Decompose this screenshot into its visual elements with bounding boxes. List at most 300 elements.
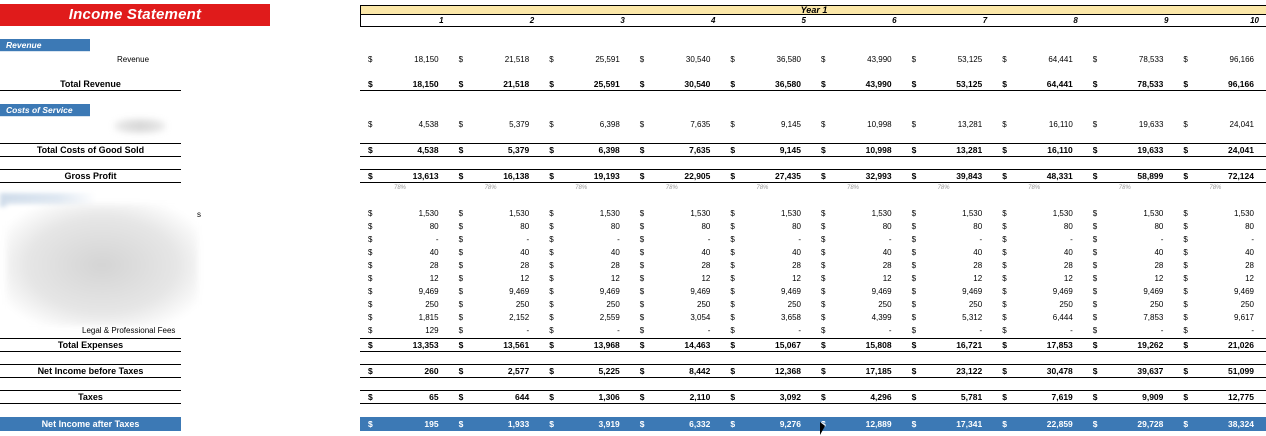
cell-value[interactable]: 80	[429, 222, 439, 231]
cell-value[interactable]: 260	[424, 366, 439, 376]
currency-symbol: $	[458, 300, 464, 309]
cell-value[interactable]: -	[1070, 326, 1073, 335]
cell-value[interactable]: 1,815	[418, 313, 439, 322]
cell-value[interactable]: 21,518	[503, 79, 530, 89]
cell-value[interactable]: 12,889	[865, 419, 892, 429]
cell-value[interactable]: 96,166	[1229, 55, 1254, 64]
cell-value[interactable]: 40	[701, 248, 711, 257]
currency-symbol: $	[911, 222, 917, 231]
currency-symbol: $	[639, 55, 645, 64]
cell-value[interactable]: 40	[792, 248, 801, 257]
cell-value[interactable]: 2,559	[599, 313, 620, 322]
cell-value[interactable]: 12	[792, 274, 801, 283]
cell-value[interactable]: -	[888, 326, 892, 335]
currency-symbol: $	[1092, 366, 1098, 376]
cell-value[interactable]: 18,150	[414, 55, 439, 64]
cell-value[interactable]: 80	[792, 222, 801, 231]
cell-value[interactable]: 30,478	[1046, 366, 1073, 376]
cell-value[interactable]: 19,262	[1137, 340, 1164, 350]
cell-value[interactable]: 39,637	[1137, 366, 1164, 376]
cell-value[interactable]: 28	[1154, 261, 1164, 270]
currency-symbol: $	[1002, 340, 1007, 350]
currency-symbol: $	[639, 366, 645, 376]
cell-value[interactable]: 19,633	[1137, 145, 1164, 155]
cell-value[interactable]: 1,530	[962, 209, 983, 218]
cell-value[interactable]: 17,853	[1046, 340, 1073, 350]
currency-symbol: $	[368, 326, 373, 335]
cell-value[interactable]: 16,721	[956, 340, 983, 350]
cell-value[interactable]: 40	[973, 248, 983, 257]
currency-symbol: $	[1183, 209, 1188, 218]
currency-symbol: $	[821, 274, 826, 283]
currency-symbol: $	[911, 313, 917, 322]
cell-value[interactable]: 80	[1154, 222, 1164, 231]
row-label-total-costs: Total Costs of Good Sold	[0, 143, 181, 157]
currency-symbol: $	[368, 222, 373, 231]
cell-value[interactable]: 19,633	[1138, 120, 1164, 129]
currency-symbol: $	[821, 313, 826, 322]
cell-value[interactable]: 250	[515, 300, 530, 309]
currency-symbol: $	[730, 261, 735, 270]
cell-value[interactable]: 40	[882, 248, 892, 257]
row-label-revenue: Revenue	[117, 55, 150, 64]
row-expense	[360, 208, 1266, 220]
currency-symbol: $	[458, 366, 464, 376]
cell-value[interactable]: 2,152	[509, 313, 530, 322]
cell-value[interactable]: 28	[429, 261, 439, 270]
cell-value[interactable]: 40	[610, 248, 620, 257]
currency-symbol: $	[368, 235, 373, 244]
currency-symbol: $	[458, 145, 464, 155]
row-expense	[360, 286, 1266, 298]
cell-value[interactable]: -	[979, 326, 983, 335]
cell-value[interactable]: 36,580	[776, 55, 801, 64]
cell-value[interactable]: 25,591	[593, 79, 620, 89]
currency-symbol: $	[368, 300, 373, 309]
currency-symbol: $	[368, 274, 373, 283]
cell-value[interactable]: 13,613	[412, 171, 439, 181]
currency-symbol: $	[1092, 235, 1098, 244]
cell-value[interactable]: 48,331	[1046, 171, 1073, 181]
row-expense	[360, 312, 1266, 324]
cell-value[interactable]: 6,444	[1052, 313, 1073, 322]
currency-symbol: $	[1183, 145, 1189, 155]
cell-value[interactable]: 53,125	[957, 55, 983, 64]
cell-value[interactable]: 13,281	[956, 145, 983, 155]
currency-symbol: $	[1183, 300, 1188, 309]
period-header-row	[360, 14, 1266, 27]
cell-value[interactable]: 80	[1245, 222, 1254, 231]
cell-value[interactable]: 9,617	[1233, 313, 1254, 322]
cell-value[interactable]: 21,518	[504, 55, 530, 64]
currency-symbol: $	[1092, 419, 1098, 429]
cell-value[interactable]: 40	[429, 248, 439, 257]
currency-symbol: $	[911, 145, 917, 155]
cell-value[interactable]: 9,469	[690, 287, 711, 296]
currency-symbol: $	[1092, 300, 1098, 309]
cell-value[interactable]: 16,110	[1047, 145, 1073, 155]
cell-value[interactable]: 1,530	[871, 209, 892, 218]
cell-value[interactable]: 12	[973, 274, 983, 283]
cell-value[interactable]: 15,808	[865, 340, 892, 350]
currency-symbol: $	[821, 287, 826, 296]
cell-value[interactable]: 12	[1154, 274, 1164, 283]
cell-value[interactable]: 4,296	[870, 392, 892, 402]
cell-value[interactable]: 6,332	[689, 419, 711, 429]
cell-value[interactable]: 21,026	[1227, 340, 1254, 350]
cell-value[interactable]: 7,853	[1143, 313, 1164, 322]
currency-symbol: $	[821, 235, 826, 244]
cell-value[interactable]: 9,909	[1142, 392, 1164, 402]
currency-symbol: $	[911, 340, 917, 350]
cell-value[interactable]: 1,530	[1233, 209, 1254, 218]
currency-symbol: $	[1092, 171, 1098, 181]
currency-symbol: $	[549, 326, 554, 335]
cell-value[interactable]: 250	[425, 300, 439, 309]
cell-value[interactable]: 16,138	[503, 171, 530, 181]
period-header: 7	[982, 16, 988, 25]
currency-symbol: $	[639, 392, 645, 402]
currency-symbol: $	[730, 313, 735, 322]
currency-symbol: $	[911, 79, 917, 89]
currency-symbol: $	[1183, 261, 1188, 270]
cell-value[interactable]: 14,463	[684, 340, 711, 350]
cell-value[interactable]: 250	[606, 300, 620, 309]
currency-symbol: $	[458, 55, 464, 64]
cell-value[interactable]: 78,533	[1138, 55, 1164, 64]
cell-value[interactable]: 9,469	[871, 287, 892, 296]
cell-value[interactable]: 23,122	[956, 366, 983, 376]
currency-symbol: $	[368, 419, 373, 429]
cell-value[interactable]: 7,635	[690, 120, 711, 129]
cell-value[interactable]: 64,441	[1046, 79, 1073, 89]
cell-value[interactable]: 5,225	[598, 366, 620, 376]
cell-value[interactable]: -	[707, 326, 711, 335]
cell-value[interactable]: 9,145	[780, 120, 801, 129]
cell-value[interactable]: 43,990	[867, 55, 892, 64]
cell-value[interactable]: 28	[792, 261, 801, 270]
currency-symbol: $	[1002, 313, 1007, 322]
currency-symbol: $	[1002, 392, 1007, 402]
cell-value[interactable]: 9,469	[599, 287, 620, 296]
currency-symbol: $	[549, 248, 554, 257]
cell-value[interactable]: 72,124	[1227, 171, 1254, 181]
currency-symbol: $	[458, 222, 464, 231]
currency-symbol: $	[730, 120, 735, 129]
row-label-total-expenses: Total Expenses	[0, 338, 181, 352]
period-header: 4	[710, 16, 716, 25]
cell-value[interactable]: 13,561	[503, 340, 530, 350]
currency-symbol: $	[730, 419, 736, 429]
currency-symbol: $	[730, 235, 735, 244]
cell-value[interactable]: 40	[1063, 248, 1073, 257]
cell-value[interactable]: 5,781	[960, 392, 983, 402]
cell-value[interactable]: 29,728	[1137, 419, 1164, 429]
cell-value[interactable]: -	[1070, 235, 1073, 244]
currency-symbol: $	[1092, 313, 1098, 322]
currency-symbol: $	[821, 419, 826, 429]
cell-value[interactable]: 6,398	[599, 120, 620, 129]
cell-value[interactable]: -	[798, 235, 801, 244]
currency-symbol: $	[368, 340, 373, 350]
currency-symbol: $	[549, 287, 554, 296]
cell-value[interactable]: 6,398	[598, 145, 620, 155]
currency-symbol: $	[549, 419, 554, 429]
cell-value[interactable]: 4,538	[417, 145, 439, 155]
cell-value[interactable]: 9,469	[780, 287, 801, 296]
cell-value[interactable]: 12	[1063, 274, 1073, 283]
cell-value[interactable]: 64,441	[1048, 55, 1073, 64]
cell-value[interactable]: 40	[520, 248, 530, 257]
currency-symbol: $	[458, 313, 464, 322]
cell-value[interactable]: 80	[610, 222, 620, 231]
cell-value[interactable]: 78,533	[1137, 79, 1164, 89]
cell-value[interactable]: 40	[1154, 248, 1164, 257]
cell-value[interactable]: 1,530	[418, 209, 439, 218]
cell-value[interactable]: 43,990	[865, 79, 892, 89]
cell-value[interactable]: 12	[610, 274, 620, 283]
currency-symbol: $	[458, 248, 464, 257]
currency-symbol: $	[1183, 120, 1188, 129]
cell-value[interactable]: 12,368	[774, 366, 801, 376]
currency-symbol: $	[1183, 235, 1188, 244]
cell-value[interactable]: 28	[1063, 261, 1073, 270]
cell-value[interactable]: 12	[1245, 274, 1254, 283]
currency-symbol: $	[821, 300, 826, 309]
cell-value[interactable]: 12	[882, 274, 892, 283]
currency-symbol: $	[1002, 235, 1007, 244]
currency-symbol: $	[730, 171, 736, 181]
cell-value[interactable]: 1,306	[598, 392, 620, 402]
currency-symbol: $	[1183, 274, 1188, 283]
cell-value[interactable]: 12	[520, 274, 530, 283]
cell-value[interactable]: -	[979, 235, 983, 244]
cell-value[interactable]: 5,379	[509, 120, 530, 129]
year-header: Year 1	[360, 5, 1266, 15]
gross-margin-cell: 78%	[1028, 185, 1041, 191]
currency-symbol: $	[639, 248, 645, 257]
cell-value[interactable]: 3,919	[598, 419, 620, 429]
cell-value[interactable]: 12,775	[1227, 392, 1254, 402]
cell-value[interactable]: 3,658	[780, 313, 801, 322]
cell-value[interactable]: 250	[1059, 300, 1073, 309]
cell-value[interactable]: -	[888, 235, 892, 244]
currency-symbol: $	[458, 261, 464, 270]
cell-value[interactable]: 22,905	[684, 171, 711, 181]
cell-value[interactable]: 80	[520, 222, 530, 231]
cell-value[interactable]: -	[1251, 235, 1254, 244]
currency-symbol: $	[1002, 171, 1007, 181]
currency-symbol: $	[639, 235, 645, 244]
cell-value[interactable]: 1,530	[1052, 209, 1073, 218]
cell-value[interactable]: 28	[520, 261, 530, 270]
cell-value[interactable]: 9,469	[1233, 287, 1254, 296]
cell-value[interactable]: 644	[515, 392, 530, 402]
cell-value[interactable]: 250	[1150, 300, 1164, 309]
cell-value[interactable]: 2,577	[507, 366, 530, 376]
cell-value[interactable]: 9,276	[779, 419, 801, 429]
cell-value[interactable]: 4,399	[871, 313, 892, 322]
cell-value[interactable]: 9,469	[1143, 287, 1164, 296]
currency-symbol: $	[1002, 222, 1007, 231]
cell-value[interactable]: 3,092	[779, 392, 801, 402]
currency-symbol: $	[1183, 248, 1188, 257]
currency-symbol: $	[549, 120, 554, 129]
cell-value[interactable]: -	[617, 326, 620, 335]
cell-value[interactable]: 5,379	[507, 145, 530, 155]
currency-symbol: $	[730, 392, 736, 402]
cell-value[interactable]: 1,530	[1143, 209, 1164, 218]
cell-value[interactable]: 18,150	[412, 79, 439, 89]
cell-value[interactable]: 250	[1240, 300, 1254, 309]
row-label-taxes: Taxes	[0, 390, 181, 404]
cell-value[interactable]: 28	[1245, 261, 1254, 270]
cell-value[interactable]: 28	[610, 261, 620, 270]
currency-symbol: $	[1183, 366, 1189, 376]
cell-value[interactable]: 250	[697, 300, 711, 309]
cell-value[interactable]: -	[526, 235, 530, 244]
cell-value[interactable]: 13,968	[593, 340, 620, 350]
currency-symbol: $	[821, 392, 826, 402]
cell-value[interactable]: 3,054	[690, 313, 711, 322]
currency-symbol: $	[821, 120, 826, 129]
currency-symbol: $	[639, 79, 645, 89]
row-expense	[360, 273, 1266, 285]
currency-symbol: $	[1002, 326, 1007, 335]
cell-value[interactable]: 19,193	[593, 171, 620, 181]
cell-value[interactable]: 10,998	[865, 145, 892, 155]
cell-value[interactable]: 30,540	[684, 79, 711, 89]
cell-value[interactable]: 10,998	[867, 120, 892, 129]
cell-value[interactable]: 53,125	[956, 79, 983, 89]
currency-symbol: $	[1002, 287, 1007, 296]
cell-value[interactable]: 1,530	[599, 209, 620, 218]
currency-symbol: $	[730, 79, 736, 89]
cell-value[interactable]: 7,635	[689, 145, 711, 155]
cell-value[interactable]: 40	[1245, 248, 1254, 257]
cell-value[interactable]: 7,619	[1051, 392, 1073, 402]
partial-label-fragment: s	[197, 210, 201, 219]
cell-value[interactable]: 24,041	[1229, 120, 1254, 129]
cell-value[interactable]: 9,469	[418, 287, 439, 296]
cell-value[interactable]: 24,041	[1227, 145, 1254, 155]
currency-symbol: $	[368, 392, 373, 402]
cell-value[interactable]: 1,530	[690, 209, 711, 218]
cell-value[interactable]: -	[526, 326, 530, 335]
currency-symbol: $	[1092, 248, 1098, 257]
currency-symbol: $	[730, 287, 735, 296]
cell-value[interactable]: 1,530	[509, 209, 530, 218]
cell-value[interactable]: 16,110	[1048, 120, 1073, 129]
cell-value[interactable]: 28	[882, 261, 892, 270]
cell-value[interactable]: 1,933	[507, 419, 530, 429]
row-legal	[360, 325, 1266, 337]
cell-value[interactable]: 250	[787, 300, 801, 309]
cell-value[interactable]: 96,166	[1227, 79, 1254, 89]
cell-value[interactable]: 80	[701, 222, 711, 231]
cell-value[interactable]: 2,110	[689, 392, 711, 402]
cell-value[interactable]: 12	[429, 274, 439, 283]
cell-value[interactable]: 250	[968, 300, 983, 309]
currency-symbol: $	[1183, 326, 1188, 335]
cell-value[interactable]: 80	[1063, 222, 1073, 231]
currency-symbol: $	[1002, 120, 1007, 129]
cell-value[interactable]: -	[1251, 326, 1254, 335]
cell-value[interactable]: 5,312	[962, 313, 983, 322]
currency-symbol: $	[821, 248, 826, 257]
cell-value[interactable]: 38,324	[1227, 419, 1254, 429]
cell-value[interactable]: 80	[973, 222, 983, 231]
cell-value[interactable]: 13,353	[412, 340, 439, 350]
period-header: 10	[1250, 16, 1259, 25]
cell-value[interactable]: 28	[973, 261, 983, 270]
row-total-costs	[360, 143, 1266, 157]
gross-margin-cell: 78%	[846, 185, 859, 191]
cell-value[interactable]: 25,591	[595, 55, 620, 64]
cell-value[interactable]: 9,469	[962, 287, 983, 296]
currency-symbol: $	[821, 261, 826, 270]
cell-value[interactable]: -	[798, 326, 801, 335]
cell-value[interactable]: 9,469	[1052, 287, 1073, 296]
currency-symbol: $	[639, 419, 645, 429]
cell-value[interactable]: 250	[878, 300, 892, 309]
mouse-cursor-icon	[820, 422, 825, 435]
currency-symbol: $	[821, 326, 826, 335]
currency-symbol: $	[1092, 79, 1098, 89]
cell-value[interactable]: 51,099	[1227, 366, 1254, 376]
currency-symbol: $	[730, 366, 736, 376]
cell-value[interactable]: -	[1160, 326, 1164, 335]
cell-value[interactable]: 39,843	[956, 171, 983, 181]
cell-value[interactable]: 17,185	[865, 366, 892, 376]
cell-value[interactable]: 195	[424, 419, 439, 429]
currency-symbol: $	[730, 222, 735, 231]
cell-value[interactable]: 1,530	[780, 209, 801, 218]
cell-value[interactable]: 9,145	[779, 145, 801, 155]
currency-symbol: $	[458, 274, 464, 283]
cell-value[interactable]: 13,281	[957, 120, 983, 129]
cell-value[interactable]: 28	[701, 261, 711, 270]
cell-value[interactable]: 8,442	[689, 366, 711, 376]
currency-symbol: $	[639, 120, 645, 129]
cell-value[interactable]: 36,580	[774, 79, 801, 89]
cell-value[interactable]: -	[617, 235, 620, 244]
cell-value[interactable]: 30,540	[685, 55, 711, 64]
row-total-expenses	[360, 338, 1266, 352]
currency-symbol: $	[821, 79, 826, 89]
currency-symbol: $	[730, 340, 736, 350]
cell-value[interactable]: 15,067	[774, 340, 801, 350]
cell-value[interactable]: -	[435, 235, 439, 244]
cell-value[interactable]: 22,859	[1046, 419, 1073, 429]
cell-value[interactable]: 80	[882, 222, 892, 231]
cell-value[interactable]: -	[1160, 235, 1164, 244]
cell-value[interactable]: 4,538	[418, 120, 439, 129]
cell-value[interactable]: 9,469	[509, 287, 530, 296]
cell-value[interactable]: 58,899	[1137, 171, 1164, 181]
cell-value[interactable]: 65	[429, 392, 439, 402]
currency-symbol: $	[730, 300, 735, 309]
cell-value[interactable]: 17,341	[956, 419, 983, 429]
cell-value[interactable]: 32,993	[865, 171, 892, 181]
cell-value[interactable]: -	[707, 235, 711, 244]
currency-symbol: $	[730, 274, 735, 283]
currency-symbol: $	[639, 145, 645, 155]
cell-value[interactable]: 129	[425, 326, 439, 335]
cell-value[interactable]: 27,435	[774, 171, 801, 181]
cell-value[interactable]: 12	[701, 274, 711, 283]
currency-symbol: $	[1183, 79, 1189, 89]
